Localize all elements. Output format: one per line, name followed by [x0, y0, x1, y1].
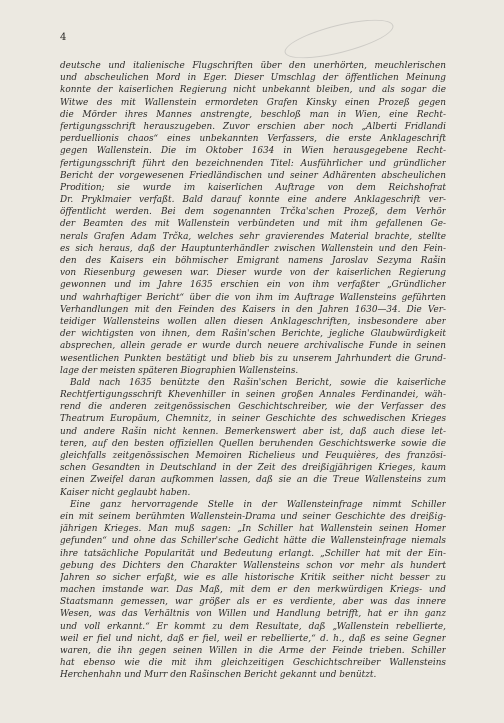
text-line: und wahrhaftiger Bericht“ über die von ihm im Auftrage Wallensteins geführten [60, 292, 446, 303]
text-line: Bericht der vorgewesenen Friedländischen und seiner Adhärenten abscheulichen [60, 170, 446, 181]
text-line: fertigungsschrift herauszugeben. Zuvor erschien aber noch „Alberti Fridlandi [60, 121, 446, 132]
text-line: Staatsmann gemessen, war größer als er es verdiente, aber was das innere [60, 597, 446, 608]
text-line: deutsche und italienische Flugschriften über den unerhörten, meuchlerischen [60, 61, 446, 71]
text-line: öffentlicht werden. Bei dem sogenannten Trčka'schen Prozeß, dem Verhör [60, 207, 446, 218]
text-line: von Riesenburg gewesen war. Dieser wurde von der kaiserlichen Regierung [60, 268, 446, 279]
text-line: gegen Wallenstein. Die im Oktober 1634 in Wien herausgegebene Recht- [60, 146, 446, 157]
text-line: rend die anderen zeitgenössischen Geschichtschreiber, wie der Verfasser des [60, 402, 446, 413]
text-line: Verhandlungen mit den Feinden des Kaisers in den Jahren 1630—34. Die Ver- [60, 304, 446, 315]
text-line: der wichtigsten von ihnen, dem Rašin'schen Berichte, jegliche Glaubwürdigkeit [60, 329, 446, 340]
text-line: hat ebenso wie die mit ihm gleichzeitigen Geschichtschreiber Wallensteins [60, 658, 446, 669]
text-line: teidiger Wallensteins wollen allen diesen Anklageschriften, insbesondere aber [60, 316, 446, 327]
text-line: absprechen, allein gerade er wurde durch neuere archivalische Funde in seinen [60, 341, 446, 352]
text-line: Witwe des mit Wallenstein ermordeten Grafen Kinsky einen Prozeß gegen [60, 97, 446, 108]
text-line: Theatrum Europäum, Chemnitz, in seiner Geschichte des schwedischen Krieges [60, 414, 446, 425]
text-line: gewonnen und im Jahre 1635 erschien ein von ihm verfaßter „Gründlicher [60, 280, 446, 291]
text-line: der Beamten des mit Wallenstein verbündeten und mit ihm gefallenen Ge- [60, 219, 446, 230]
text-line: machen imstande war. Das Maß, mit dem er den merkwürdigen Kriegs- und [60, 585, 446, 596]
text-line: wesentlichen Punkten bestätigt und blieb bis zu unserem Jahrhundert die Grund- [60, 353, 446, 364]
text-line: ihre tatsächliche Popularität und Bedeutung erlangt. „Schiller hat mit der Ein- [60, 548, 446, 559]
text-line: und abscheulichen Mord in Eger. Dieser Umschlag der öffentlichen Meinung [60, 73, 446, 84]
text-line: Dr. Pryklmaier verfaßt. Bald darauf konnte eine andere Anklageschrift ver- [60, 195, 446, 206]
text-line: teren, auf den besten offiziellen Quellen beruhenden Geschichtswerke sowie die [60, 438, 446, 449]
text-line: perduellionis chaos“ eines unbekannten Verfassers, die erste Anklageschrift [60, 134, 446, 145]
text-line: und voll erkannt.“ Er kommt zu dem Resultate, daß „Wallenstein rebellierte, [60, 621, 446, 632]
library-stamp [281, 12, 396, 66]
text-line: gleichfalls zeitgenössischen Memoiren Richelieus und Feuquières, des französi- [60, 451, 446, 461]
text-line: gefunden“ und ohne das Schiller'sche Gedicht hätte die Wallensteinfrage niemals [60, 536, 446, 547]
text-line: Jahren so sicher erfaßt, wie es alle historische Kritik seither nicht besser zu [60, 572, 446, 583]
text-line: es sich heraus, daß der Hauptunterhändler zwischen Wallenstein und den Fein- [60, 243, 446, 254]
text-line: fertigungsschrift führt den bezeichnenden Titel: Ausführlicher und gründlicher [60, 158, 446, 169]
text-line: Bald nach 1635 benützte den Rašin'schen Bericht, sowie die kaiserliche [70, 377, 446, 388]
body-text [60, 60, 446, 682]
text-line: konnte der kaiserlichen Regierung nicht unbekannt bleiben, und als sogar die [60, 85, 446, 96]
text-line: den des Kaisers ein böhmischer Emigrant namens Jaroslav Sezyma Rašin [60, 256, 446, 266]
text-line: Eine ganz hervorragende Stelle in der Wallensteinfrage nimmt Schiller [70, 499, 446, 510]
text-line: Rechtfertigungsschrift Khevenhiller in seinen großen Annales Ferdinandei, wäh- [60, 390, 446, 401]
text-line: jährigen Krieges. Man muß sagen: „In Schiller hat Wallenstein seinen Homer [60, 524, 446, 535]
text-line: ein mit seinem berühmten Wallenstein-Drama und seiner Geschichte des dreißig- [60, 511, 446, 522]
text-line: schen Gesandten in Deutschland in der Zeit des dreißigjährigen Krieges, kaum [60, 463, 446, 474]
text-line: weil er fiel und nicht, daß er fiel, weil er rebellierte,“ d. h., daß es seine Gegner [60, 633, 446, 644]
text-line: gebung des Dichters den Charakter Wallensteins schon vor mehr als hundert [60, 560, 446, 571]
text-line: Prodition; sie wurde im kaiserlichen Auftrage von dem Reichshofrat [60, 182, 446, 193]
text-line: und andere Rašin nicht kennen. Bemerkenswert aber ist, daß auch diese let- [60, 426, 446, 437]
page-number: 4 [60, 32, 67, 43]
text-line: Kaiser nicht geglaubt haben. [60, 487, 191, 498]
text-line: lage der meisten späteren Biographien Wallensteins. [60, 365, 299, 376]
text-line: nerals Grafen Adam Trčka, welches sehr gravierendes Material brachte, stellte [60, 231, 446, 242]
text-line: einen Zweifel daran aufkommen lassen, daß sie an die Treue Wallensteins zum [60, 475, 446, 486]
text-line: waren, die ihn gegen seinen Willen in die Arme der Feinde trieben. Schiller [60, 646, 446, 656]
text-line: Wesen, was das Verhältnis von Willen und Handlung betrifft, hat er ihn ganz [60, 609, 446, 620]
text-line: die Mörder ihres Mannes anstrengte, beschloß man in Wien, eine Recht- [60, 109, 446, 120]
text-line: Herchenhahn und Murr den Rašinschen Bericht gekannt und benützt. [60, 670, 377, 681]
